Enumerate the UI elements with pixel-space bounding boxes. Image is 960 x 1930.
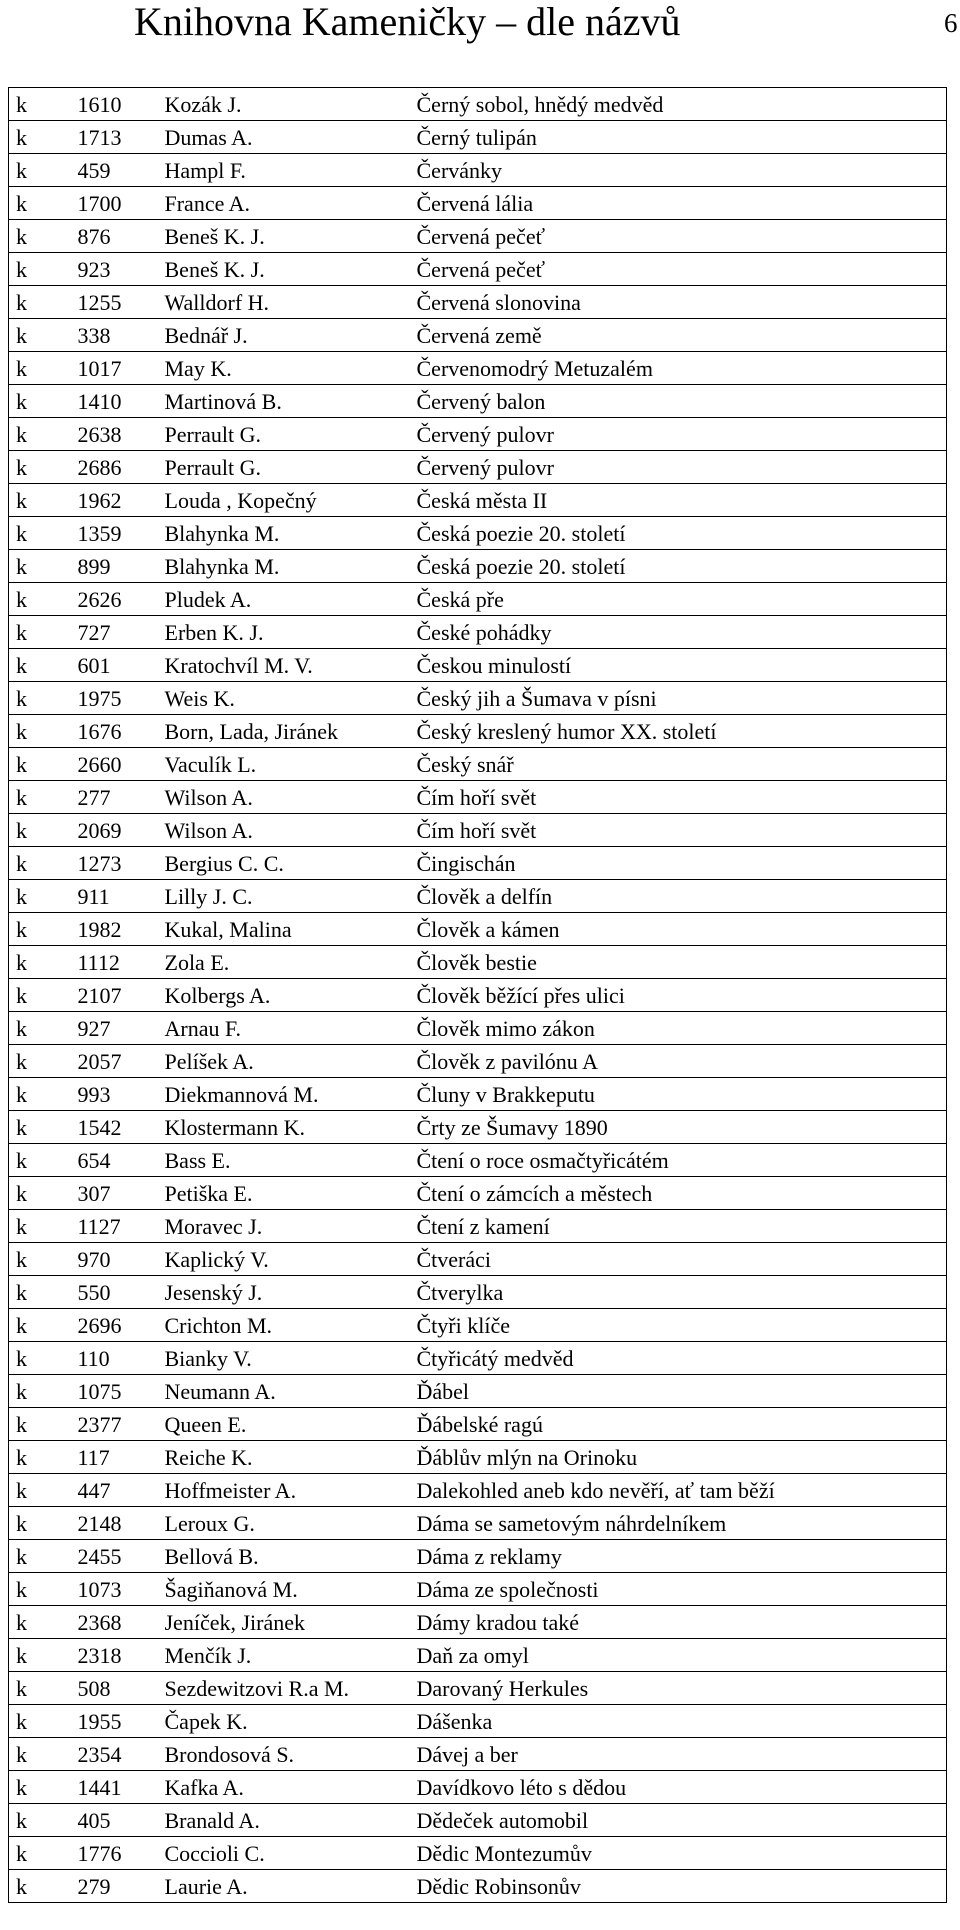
table-row: [9, 616, 947, 649]
book-title-cell: Ďábel: [409, 1375, 947, 1408]
collection-code-cell: k: [9, 583, 61, 616]
author-cell: Crichton M.: [163, 1309, 409, 1342]
author-cell: Hoffmeister A.: [163, 1474, 409, 1507]
inventory-number-cell: 1410: [61, 385, 163, 418]
page-title: Knihovna Kameničky – dle názvů: [134, 0, 681, 44]
table-row: [9, 1540, 947, 1573]
inventory-number-cell: 970: [61, 1243, 163, 1276]
table-row: [9, 550, 947, 583]
book-title-cell: Čtení o roce osmačtyřicátém: [409, 1144, 947, 1177]
book-title-cell: Dáma se sametovým náhrdelníkem: [409, 1507, 947, 1540]
book-title-cell: Člověk mimo zákon: [409, 1012, 947, 1045]
collection-code-cell: k: [9, 979, 61, 1012]
book-title-cell: Dámy kradou také: [409, 1606, 947, 1639]
inventory-number-cell: 1700: [61, 187, 163, 220]
collection-code-cell: k: [9, 1738, 61, 1771]
book-title-cell: Člověk z pavilónu A: [409, 1045, 947, 1078]
collection-code-cell: k: [9, 1309, 61, 1342]
book-title-cell: Česká poezie 20. století: [409, 550, 947, 583]
catalog-body: [9, 88, 947, 1903]
author-cell: Sezdewitzovi R.a M.: [163, 1672, 409, 1705]
table-row: [9, 979, 947, 1012]
table-row: [9, 1177, 947, 1210]
author-cell: Diekmannová M.: [163, 1078, 409, 1111]
table-row: [9, 1144, 947, 1177]
inventory-number-cell: 2696: [61, 1309, 163, 1342]
table-row: [9, 1804, 947, 1837]
book-title-cell: České pohádky: [409, 616, 947, 649]
collection-code-cell: k: [9, 649, 61, 682]
table-row: [9, 1837, 947, 1870]
author-cell: Brondosová S.: [163, 1738, 409, 1771]
table-row: [9, 1375, 947, 1408]
table-row: [9, 1870, 947, 1903]
collection-code-cell: k: [9, 1276, 61, 1309]
inventory-number-cell: 1441: [61, 1771, 163, 1804]
table-row: [9, 253, 947, 286]
book-title-cell: Člověk běžící přes ulici: [409, 979, 947, 1012]
inventory-number-cell: 2057: [61, 1045, 163, 1078]
book-title-cell: Červený pulovr: [409, 418, 947, 451]
book-title-cell: Čtyři klíče: [409, 1309, 947, 1342]
author-cell: Jesenský J.: [163, 1276, 409, 1309]
collection-code-cell: k: [9, 1045, 61, 1078]
inventory-number-cell: 876: [61, 220, 163, 253]
author-cell: Wilson A.: [163, 814, 409, 847]
author-cell: Kafka A.: [163, 1771, 409, 1804]
book-title-cell: Čtení o zámcích a městech: [409, 1177, 947, 1210]
table-row: [9, 880, 947, 913]
inventory-number-cell: 1359: [61, 517, 163, 550]
table-row: [9, 1573, 947, 1606]
collection-code-cell: k: [9, 121, 61, 154]
inventory-number-cell: 2368: [61, 1606, 163, 1639]
book-title-cell: Črty ze Šumavy 1890: [409, 1111, 947, 1144]
collection-code-cell: k: [9, 1837, 61, 1870]
inventory-number-cell: 2638: [61, 418, 163, 451]
table-row: [9, 847, 947, 880]
book-title-cell: Červenomodrý Metuzalém: [409, 352, 947, 385]
collection-code-cell: k: [9, 484, 61, 517]
collection-code-cell: k: [9, 1804, 61, 1837]
table-row: [9, 352, 947, 385]
author-cell: Jeníček, Jiránek: [163, 1606, 409, 1639]
inventory-number-cell: 727: [61, 616, 163, 649]
author-cell: Reiche K.: [163, 1441, 409, 1474]
book-title-cell: Čím hoří svět: [409, 814, 947, 847]
book-title-cell: Čtení z kamení: [409, 1210, 947, 1243]
inventory-number-cell: 927: [61, 1012, 163, 1045]
inventory-number-cell: 2686: [61, 451, 163, 484]
book-title-cell: Člověk bestie: [409, 946, 947, 979]
inventory-number-cell: 405: [61, 1804, 163, 1837]
book-title-cell: Dáma ze společnosti: [409, 1573, 947, 1606]
inventory-number-cell: 447: [61, 1474, 163, 1507]
table-row: [9, 1771, 947, 1804]
author-cell: Bianky V.: [163, 1342, 409, 1375]
inventory-number-cell: 993: [61, 1078, 163, 1111]
table-row: [9, 1606, 947, 1639]
book-title-cell: Davídkovo léto s dědou: [409, 1771, 947, 1804]
author-cell: Kozák J.: [163, 88, 409, 121]
table-row: [9, 88, 947, 121]
table-row: [9, 715, 947, 748]
inventory-number-cell: 2354: [61, 1738, 163, 1771]
collection-code-cell: k: [9, 286, 61, 319]
book-title-cell: Čtyřicátý medvěd: [409, 1342, 947, 1375]
collection-code-cell: k: [9, 451, 61, 484]
author-cell: Petiška E.: [163, 1177, 409, 1210]
author-cell: May K.: [163, 352, 409, 385]
inventory-number-cell: 307: [61, 1177, 163, 1210]
author-cell: Kaplický V.: [163, 1243, 409, 1276]
table-row: [9, 1012, 947, 1045]
collection-code-cell: k: [9, 1870, 61, 1903]
book-title-cell: Česká města II: [409, 484, 947, 517]
inventory-number-cell: 2626: [61, 583, 163, 616]
collection-code-cell: k: [9, 253, 61, 286]
collection-code-cell: k: [9, 1078, 61, 1111]
book-title-cell: Černý tulipán: [409, 121, 947, 154]
collection-code-cell: k: [9, 781, 61, 814]
book-title-cell: Člověk a kámen: [409, 913, 947, 946]
table-row: [9, 913, 947, 946]
book-title-cell: Červená pečeť: [409, 220, 947, 253]
inventory-number-cell: 110: [61, 1342, 163, 1375]
table-row: [9, 1078, 947, 1111]
book-catalog-table: [8, 87, 947, 1903]
author-cell: Neumann A.: [163, 1375, 409, 1408]
collection-code-cell: k: [9, 1177, 61, 1210]
collection-code-cell: k: [9, 88, 61, 121]
book-title-cell: Člověk a delfín: [409, 880, 947, 913]
collection-code-cell: k: [9, 187, 61, 220]
inventory-number-cell: 1676: [61, 715, 163, 748]
collection-code-cell: k: [9, 1540, 61, 1573]
collection-code-cell: k: [9, 154, 61, 187]
table-row: [9, 1243, 947, 1276]
book-title-cell: Červený balon: [409, 385, 947, 418]
book-title-cell: Dášenka: [409, 1705, 947, 1738]
collection-code-cell: k: [9, 319, 61, 352]
collection-code-cell: k: [9, 847, 61, 880]
table-row: [9, 1474, 947, 1507]
table-row: [9, 1210, 947, 1243]
author-cell: Vaculík L.: [163, 748, 409, 781]
inventory-number-cell: 1713: [61, 121, 163, 154]
book-title-cell: Český kreslený humor XX. století: [409, 715, 947, 748]
book-title-cell: Dědic Robinsonův: [409, 1870, 947, 1903]
book-title-cell: Dalekohled aneb kdo nevěří, ať tam běží: [409, 1474, 947, 1507]
author-cell: Klostermann K.: [163, 1111, 409, 1144]
collection-code-cell: k: [9, 1507, 61, 1540]
book-title-cell: Český snář: [409, 748, 947, 781]
author-cell: Kukal, Malina: [163, 913, 409, 946]
book-title-cell: Darovaný Herkules: [409, 1672, 947, 1705]
table-row: [9, 385, 947, 418]
table-row: [9, 649, 947, 682]
author-cell: Martinová B.: [163, 385, 409, 418]
author-cell: Bednář J.: [163, 319, 409, 352]
book-title-cell: Česká pře: [409, 583, 947, 616]
author-cell: Lilly J. C.: [163, 880, 409, 913]
collection-code-cell: k: [9, 616, 61, 649]
collection-code-cell: k: [9, 913, 61, 946]
table-row: [9, 220, 947, 253]
inventory-number-cell: 2660: [61, 748, 163, 781]
table-row: [9, 1309, 947, 1342]
book-title-cell: Čtverylka: [409, 1276, 947, 1309]
book-title-cell: Červánky: [409, 154, 947, 187]
author-cell: Pludek A.: [163, 583, 409, 616]
collection-code-cell: k: [9, 715, 61, 748]
table-row: [9, 946, 947, 979]
inventory-number-cell: 279: [61, 1870, 163, 1903]
author-cell: Šagiňanová M.: [163, 1573, 409, 1606]
table-row: [9, 1111, 947, 1144]
author-cell: Erben K. J.: [163, 616, 409, 649]
author-cell: Laurie A.: [163, 1870, 409, 1903]
table-row: [9, 517, 947, 550]
table-row: [9, 121, 947, 154]
table-row: [9, 1639, 947, 1672]
collection-code-cell: k: [9, 1441, 61, 1474]
inventory-number-cell: 601: [61, 649, 163, 682]
collection-code-cell: k: [9, 1573, 61, 1606]
inventory-number-cell: 1255: [61, 286, 163, 319]
author-cell: Perrault G.: [163, 451, 409, 484]
inventory-number-cell: 2377: [61, 1408, 163, 1441]
inventory-number-cell: 1962: [61, 484, 163, 517]
inventory-number-cell: 2069: [61, 814, 163, 847]
collection-code-cell: k: [9, 1012, 61, 1045]
inventory-number-cell: 654: [61, 1144, 163, 1177]
book-title-cell: Červený pulovr: [409, 451, 947, 484]
table-row: [9, 286, 947, 319]
table-row: [9, 1705, 947, 1738]
inventory-number-cell: 1610: [61, 88, 163, 121]
book-title-cell: Červená pečeť: [409, 253, 947, 286]
page-number: 6: [944, 8, 958, 38]
collection-code-cell: k: [9, 946, 61, 979]
table-row: [9, 1441, 947, 1474]
author-cell: Blahynka M.: [163, 550, 409, 583]
table-row: [9, 1507, 947, 1540]
inventory-number-cell: 1542: [61, 1111, 163, 1144]
collection-code-cell: k: [9, 1705, 61, 1738]
inventory-number-cell: 1127: [61, 1210, 163, 1243]
table-row: [9, 451, 947, 484]
table-row: [9, 814, 947, 847]
inventory-number-cell: 459: [61, 154, 163, 187]
inventory-number-cell: 1112: [61, 946, 163, 979]
table-row: [9, 154, 947, 187]
inventory-number-cell: 911: [61, 880, 163, 913]
book-title-cell: Českou minulostí: [409, 649, 947, 682]
author-cell: Moravec J.: [163, 1210, 409, 1243]
collection-code-cell: k: [9, 1639, 61, 1672]
inventory-number-cell: 550: [61, 1276, 163, 1309]
collection-code-cell: k: [9, 748, 61, 781]
author-cell: Wilson A.: [163, 781, 409, 814]
book-title-cell: Čtveráci: [409, 1243, 947, 1276]
author-cell: Čapek K.: [163, 1705, 409, 1738]
author-cell: Bass E.: [163, 1144, 409, 1177]
author-cell: Coccioli C.: [163, 1837, 409, 1870]
collection-code-cell: k: [9, 418, 61, 451]
author-cell: Queen E.: [163, 1408, 409, 1441]
author-cell: Hampl F.: [163, 154, 409, 187]
author-cell: Bergius C. C.: [163, 847, 409, 880]
collection-code-cell: k: [9, 814, 61, 847]
table-row: [9, 187, 947, 220]
collection-code-cell: k: [9, 385, 61, 418]
book-title-cell: Daň za omyl: [409, 1639, 947, 1672]
collection-code-cell: k: [9, 1474, 61, 1507]
table-row: [9, 781, 947, 814]
book-title-cell: Dáma z reklamy: [409, 1540, 947, 1573]
table-row: [9, 1045, 947, 1078]
inventory-number-cell: 117: [61, 1441, 163, 1474]
inventory-number-cell: 1955: [61, 1705, 163, 1738]
author-cell: Bellová B.: [163, 1540, 409, 1573]
author-cell: Blahynka M.: [163, 517, 409, 550]
book-title-cell: Český jih a Šumava v písni: [409, 682, 947, 715]
table-row: [9, 1408, 947, 1441]
collection-code-cell: k: [9, 1375, 61, 1408]
inventory-number-cell: 1982: [61, 913, 163, 946]
inventory-number-cell: 2455: [61, 1540, 163, 1573]
inventory-number-cell: 899: [61, 550, 163, 583]
book-title-cell: Čluny v Brakkeputu: [409, 1078, 947, 1111]
book-title-cell: Čingischán: [409, 847, 947, 880]
page-header: [0, 0, 960, 60]
table-row: [9, 484, 947, 517]
book-title-cell: Červená lália: [409, 187, 947, 220]
inventory-number-cell: 2107: [61, 979, 163, 1012]
inventory-number-cell: 1073: [61, 1573, 163, 1606]
collection-code-cell: k: [9, 1243, 61, 1276]
table-row: [9, 1276, 947, 1309]
inventory-number-cell: 1975: [61, 682, 163, 715]
author-cell: Beneš K. J.: [163, 253, 409, 286]
author-cell: Menčík J.: [163, 1639, 409, 1672]
author-cell: Pelíšek A.: [163, 1045, 409, 1078]
book-title-cell: Červená slonovina: [409, 286, 947, 319]
book-title-cell: Dědic Montezumův: [409, 1837, 947, 1870]
collection-code-cell: k: [9, 1771, 61, 1804]
inventory-number-cell: 277: [61, 781, 163, 814]
collection-code-cell: k: [9, 682, 61, 715]
collection-code-cell: k: [9, 1342, 61, 1375]
author-cell: Louda , Kopečný: [163, 484, 409, 517]
author-cell: Kratochvíl M. V.: [163, 649, 409, 682]
inventory-number-cell: 1776: [61, 1837, 163, 1870]
inventory-number-cell: 1075: [61, 1375, 163, 1408]
inventory-number-cell: 1273: [61, 847, 163, 880]
author-cell: Zola E.: [163, 946, 409, 979]
table-row: [9, 319, 947, 352]
inventory-number-cell: 2318: [61, 1639, 163, 1672]
collection-code-cell: k: [9, 1408, 61, 1441]
author-cell: Arnau F.: [163, 1012, 409, 1045]
book-title-cell: Ďáblův mlýn na Orinoku: [409, 1441, 947, 1474]
table-row: [9, 583, 947, 616]
book-title-cell: Dávej a ber: [409, 1738, 947, 1771]
collection-code-cell: k: [9, 220, 61, 253]
inventory-number-cell: 338: [61, 319, 163, 352]
table-row: [9, 682, 947, 715]
book-title-cell: Dědeček automobil: [409, 1804, 947, 1837]
author-cell: Weis K.: [163, 682, 409, 715]
author-cell: Born, Lada, Jiránek: [163, 715, 409, 748]
book-title-cell: Česká poezie 20. století: [409, 517, 947, 550]
author-cell: Perrault G.: [163, 418, 409, 451]
author-cell: Branald A.: [163, 1804, 409, 1837]
author-cell: Beneš K. J.: [163, 220, 409, 253]
book-title-cell: Červená země: [409, 319, 947, 352]
inventory-number-cell: 2148: [61, 1507, 163, 1540]
collection-code-cell: k: [9, 880, 61, 913]
book-title-cell: Ďábelské ragú: [409, 1408, 947, 1441]
inventory-number-cell: 923: [61, 253, 163, 286]
book-title-cell: Černý sobol, hnědý medvěd: [409, 88, 947, 121]
collection-code-cell: k: [9, 1210, 61, 1243]
table-row: [9, 748, 947, 781]
table-row: [9, 418, 947, 451]
collection-code-cell: k: [9, 550, 61, 583]
collection-code-cell: k: [9, 1111, 61, 1144]
author-cell: Walldorf H.: [163, 286, 409, 319]
inventory-number-cell: 508: [61, 1672, 163, 1705]
author-cell: Leroux G.: [163, 1507, 409, 1540]
inventory-number-cell: 1017: [61, 352, 163, 385]
collection-code-cell: k: [9, 1606, 61, 1639]
author-cell: Dumas A.: [163, 121, 409, 154]
collection-code-cell: k: [9, 1672, 61, 1705]
table-row: [9, 1738, 947, 1771]
author-cell: Kolbergs A.: [163, 979, 409, 1012]
author-cell: France A.: [163, 187, 409, 220]
book-title-cell: Čím hoří svět: [409, 781, 947, 814]
collection-code-cell: k: [9, 1144, 61, 1177]
collection-code-cell: k: [9, 352, 61, 385]
table-row: [9, 1672, 947, 1705]
table-row: [9, 1342, 947, 1375]
collection-code-cell: k: [9, 517, 61, 550]
